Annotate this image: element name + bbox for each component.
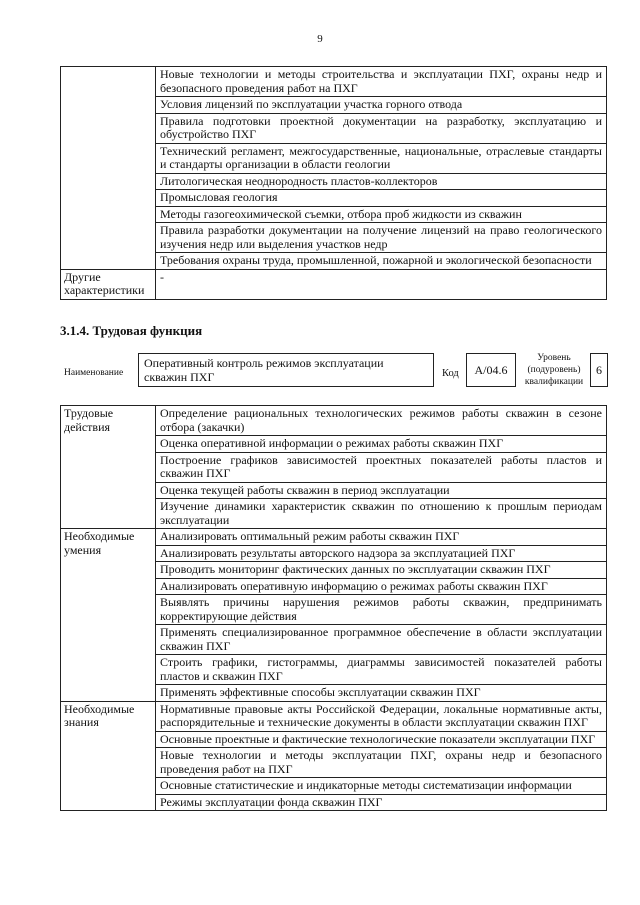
table-cell: Новые технологии и методы эксплуатации ПХГ, охраны недр и безопасного проведения работ на ПХГ bbox=[156, 748, 607, 778]
table-cell: Технический регламент, межгосударственные, национальные, отраслевые стандарты и стандарты организации в области геологии bbox=[156, 143, 607, 173]
required-knowledge-label: Необходимые знания bbox=[61, 701, 156, 811]
table-cell: Методы газогеохимической съемки, отбора проб жидкости из скважин bbox=[156, 206, 607, 223]
table-cell: Применять эффективные способы эксплуатации скважин ПХГ bbox=[156, 685, 607, 702]
other-characteristics-value: - bbox=[156, 269, 607, 299]
other-characteristics-label: Другие характеристики bbox=[61, 269, 156, 299]
table-row bbox=[61, 406, 607, 436]
labor-function-table bbox=[60, 405, 607, 811]
required-skills-label: Необходимые умения bbox=[61, 529, 156, 702]
table-cell: Основные статистические и индикаторные методы систематизации информации bbox=[156, 778, 607, 795]
table-cell: Литологическая неоднородность пластов-коллекторов bbox=[156, 173, 607, 190]
table-row bbox=[61, 67, 607, 97]
qualification-level-label: Уровень (подуровень) квалификации bbox=[524, 353, 584, 387]
name-label: Наименование bbox=[64, 368, 124, 378]
table-cell: Оценка текущей работы скважин в период эксплуатации bbox=[156, 482, 607, 499]
table-cell: Построение графиков зависимостей проектных показателей работы пластов и скважин ПХГ bbox=[156, 452, 607, 482]
group-label-cell bbox=[61, 67, 156, 270]
table-cell: Определение рациональных технологических режимов работы скважин в сезоне отбора (закачки) bbox=[156, 406, 607, 436]
table-cell: Условия лицензий по эксплуатации участка горного отвода bbox=[156, 97, 607, 114]
table-cell: Анализировать оптимальный режим работы скважин ПХГ bbox=[156, 529, 607, 546]
code-value: А/04.6 bbox=[466, 353, 516, 387]
table-cell: Оценка оперативной информации о режимах работы скважин ПХГ bbox=[156, 436, 607, 453]
table-cell: Основные проектные и фактические технологические показатели эксплуатации ПХГ bbox=[156, 731, 607, 748]
section-heading: 3.1.4. Трудовая функция bbox=[60, 323, 203, 338]
table-cell: Применять специализированное программное обеспечение в области эксплуатации скважин ПХГ bbox=[156, 625, 607, 655]
table-row bbox=[61, 701, 607, 731]
table-cell: Анализировать оперативную информацию о режимах работы скважин ПХГ bbox=[156, 578, 607, 595]
table-cell: Правила подготовки проектной документации на разработку, эксплуатацию и обустройство ПХГ bbox=[156, 113, 607, 143]
table-cell: Анализировать результаты авторского надзора за эксплуатацией ПХГ bbox=[156, 545, 607, 562]
table-cell: Проводить мониторинг фактических данных по эксплуатации скважин ПХГ bbox=[156, 562, 607, 579]
table-row bbox=[61, 269, 607, 299]
table-cell: Промысловая геология bbox=[156, 190, 607, 207]
code-label: Код bbox=[442, 368, 459, 379]
labor-actions-label: Трудовые действия bbox=[61, 406, 156, 529]
table-cell: Нормативные правовые акты Российской Федерации, локальные нормативные акты, распорядительные и технические документы в области эксплуатации скважин ПХГ bbox=[156, 701, 607, 731]
name-value: Оперативный контроль режимов эксплуатации скважин ПХГ bbox=[138, 353, 434, 387]
table-cell: Правила разработки документации на получение лицензий на право геологического изучения недр или выделения участков недр bbox=[156, 223, 607, 253]
table-cell: Строить графики, гистограммы, диаграммы зависимостей показателей работы пластов и скважин ПХГ bbox=[156, 655, 607, 685]
table-row bbox=[61, 529, 607, 546]
knowledge-table-continued bbox=[60, 66, 607, 300]
table-cell: Выявлять причины нарушения режимов работы скважин, предпринимать корректирующие действия bbox=[156, 595, 607, 625]
table-cell: Изучение динамики характеристик скважин по отношению к прошлым периодам эксплуатации bbox=[156, 499, 607, 529]
table-cell: Требования охраны труда, промышленной, пожарной и экологической безопасности bbox=[156, 253, 607, 270]
table-cell: Режимы эксплуатации фонда скважин ПХГ bbox=[156, 794, 607, 811]
table-cell: Новые технологии и методы строительства и эксплуатации ПХГ, охраны недр и безопасного проведения работ на ПХГ bbox=[156, 67, 607, 97]
page-number: 9 bbox=[317, 33, 323, 45]
qualification-level-value: 6 bbox=[590, 353, 608, 387]
